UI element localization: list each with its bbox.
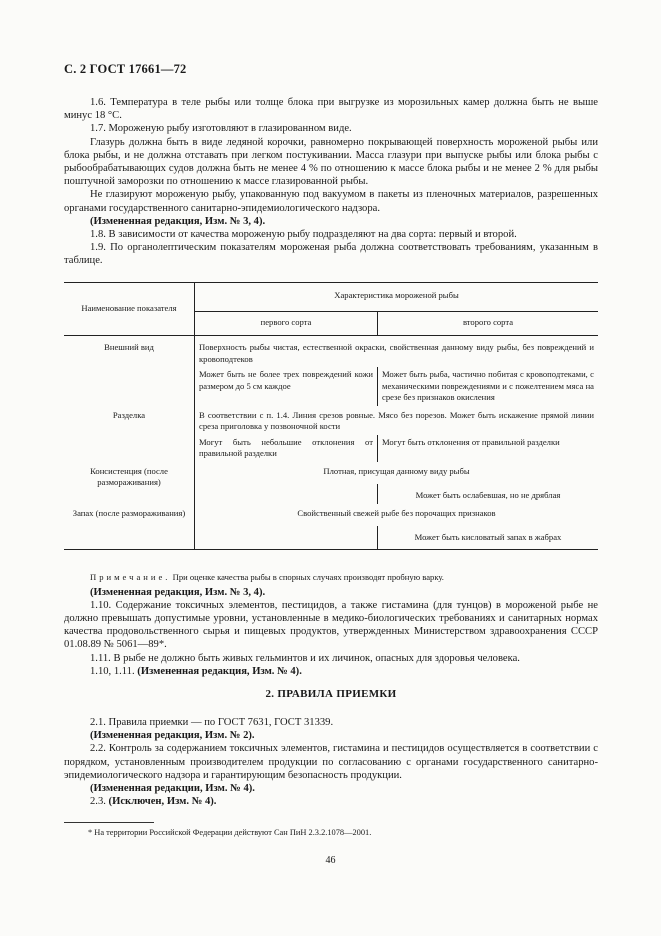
table-row [64,462,598,484]
footnote: * На территории Российской Федерации действуют Сан ПиН 2.3.2.1078—2001. [88,828,372,837]
table-row [64,504,598,526]
para-1-8: 1.8. В зависимости от качества мороженую рыбу подразделяют на два сорта: первый и второй. [90,229,517,241]
table-row [64,336,598,368]
second-grade-characteristic: Могут быть отклонения от правильной разделки [378,435,599,462]
document-header: С. 2 ГОСТ 17661—72 [64,62,187,76]
indicator-name: Запах (после размораживания) [64,504,195,550]
amendment-note: (Измененная редакция, Изм. № 4). [137,665,302,677]
page-number: 46 [325,855,336,866]
indicator-name: Разделка [112,409,146,420]
para-1-6: 1.6. Температура в теле рыбы или толще блока при выгрузке из морозильных камер должна быть не выше минус 18 °С. [64,97,598,122]
indicator-name: Внешний вид [104,342,154,352]
common-characteristic: Плотная, присущая данному виду рыбы [195,462,599,484]
first-grade-characteristic: Могут быть небольшие отклонения от правильной разделки [195,435,378,462]
para-no-glaze: Не глазируют мороженую рыбу, упакованную под вакуумом в пакеты из пленочных материалов, разрешенных органами государственного санитарно-эпидемиологического надзора. [64,189,598,214]
para-glaze: Глазурь должна быть в виде ледяной корочки, равномерно покрывающей поверхность мороженой рыбы или блока рыбы, и не должна отставать при легком постукивании. Масса глазури при выпуске рыбы или блока рыбы с рыбообрабатывающих судов должна быть не менее 4 % по отношению к массе блока рыбы и не менее 2 % для рыбы поштучной заморозки по отношению к массе глазированной рыбы. [64,136,598,188]
para-amend-1-10-1-11 [64,665,598,678]
table-note [64,572,598,584]
footnote-divider [64,822,154,823]
para-1-11: 1.11. В рыбе не должно быть живых гельминтов и их личинок, опасных для здоровья человека. [90,652,520,664]
indicator-name: Консистенция (после размораживания) [90,465,168,487]
para-ref: 2.3. [90,796,106,808]
first-grade-empty [195,526,378,550]
section-2 [64,716,598,808]
first-grade-characteristic: Может быть не более трех повреждений кожи размером до 5 см каждое [195,367,378,406]
first-grade-empty [195,484,378,504]
second-grade-characteristic: Может быть рыба, частично побитая с кровоподтеками, с механическими повреждениями и с пожелтением мяса на срезе без признаков окисления [378,367,599,406]
section-1-bottom [64,572,598,678]
second-grade-characteristic: Может быть ослабевшая, но не дряблая [378,484,599,504]
para-2-3 [64,795,598,808]
note-text: При оценке качества рыбы в спорных случаях производят пробную варку. [172,572,444,582]
para-1-7: 1.7. Мороженую рыбу изготовляют в глазированном виде. [90,123,352,135]
header-characteristic: Характеристика мороженой рыбы [195,283,599,312]
excluded-note: (Исключен, Изм. № 4). [108,796,217,808]
section-title: 2. ПРАВИЛА ПРИЕМКИ [265,688,397,700]
header-second-grade: второго сорта [378,311,599,335]
para-1-10: 1.10. Содержание токсичных элементов, пестицидов, а также гистамина (для тунцов) в мороженой рыбе не должно превышать допустимые уровни, установленные в медико-биологических требованиях и санитарных нормах качества продовольственного сырья и пищевых продуктов, утвержденных Министерством здравоохранения СССР 01.08.89 № 5061—89*. [64,599,598,651]
section-1-top [64,96,598,268]
note-label: Примечание. [90,572,171,582]
organoleptic-table [64,282,598,550]
common-characteristic: В соответствии с п. 1.4. Линия срезов ровные. Мясо без порезов. Может быть искажение прямой линии среза приголовка у позвоночной кости [195,406,599,435]
table-header-row [64,283,598,312]
amendment-note: (Измененная редакция, Изм. № 3, 4). [90,586,266,598]
para-ref: 1.10, 1.11. [90,665,135,677]
common-characteristic: Поверхность рыбы чистая, естественной окраски, свойственная данному виду рыбы, без повреждений и кровоподтеков [195,336,599,368]
table-row [64,406,598,435]
amendment-note: (Измененная редакция, Изм. № 3, 4). [90,215,266,227]
common-characteristic: Свойственный свежей рыбе без порочащих признаков [195,504,599,526]
amendment-note: (Измененная редакции, Изм. № 4). [90,783,255,795]
header-indicator: Наименование показателя [64,283,195,336]
header-first-grade: первого сорта [195,311,378,335]
para-1-9: 1.9. По органолептическим показателям мороженая рыба должна соответствовать требованиям, указанным в таблице. [64,242,598,267]
amendment-note: (Измененная редакция, Изм. № 2). [90,730,255,742]
para-2-2: 2.2. Контроль за содержанием токсичных элементов, гистамина и пестицидов осуществляется в соответствии с порядком, установленным производителем продукции по согласованию с органами государственного санитарно-эпидемиологического надзора и гарантирующим безопасность продукции. [64,743,598,781]
para-2-1: 2.1. Правила приемки — по ГОСТ 7631, ГОСТ 31339. [90,717,334,728]
second-grade-characteristic: Может быть кисловатый запах в жабрах [378,526,599,550]
